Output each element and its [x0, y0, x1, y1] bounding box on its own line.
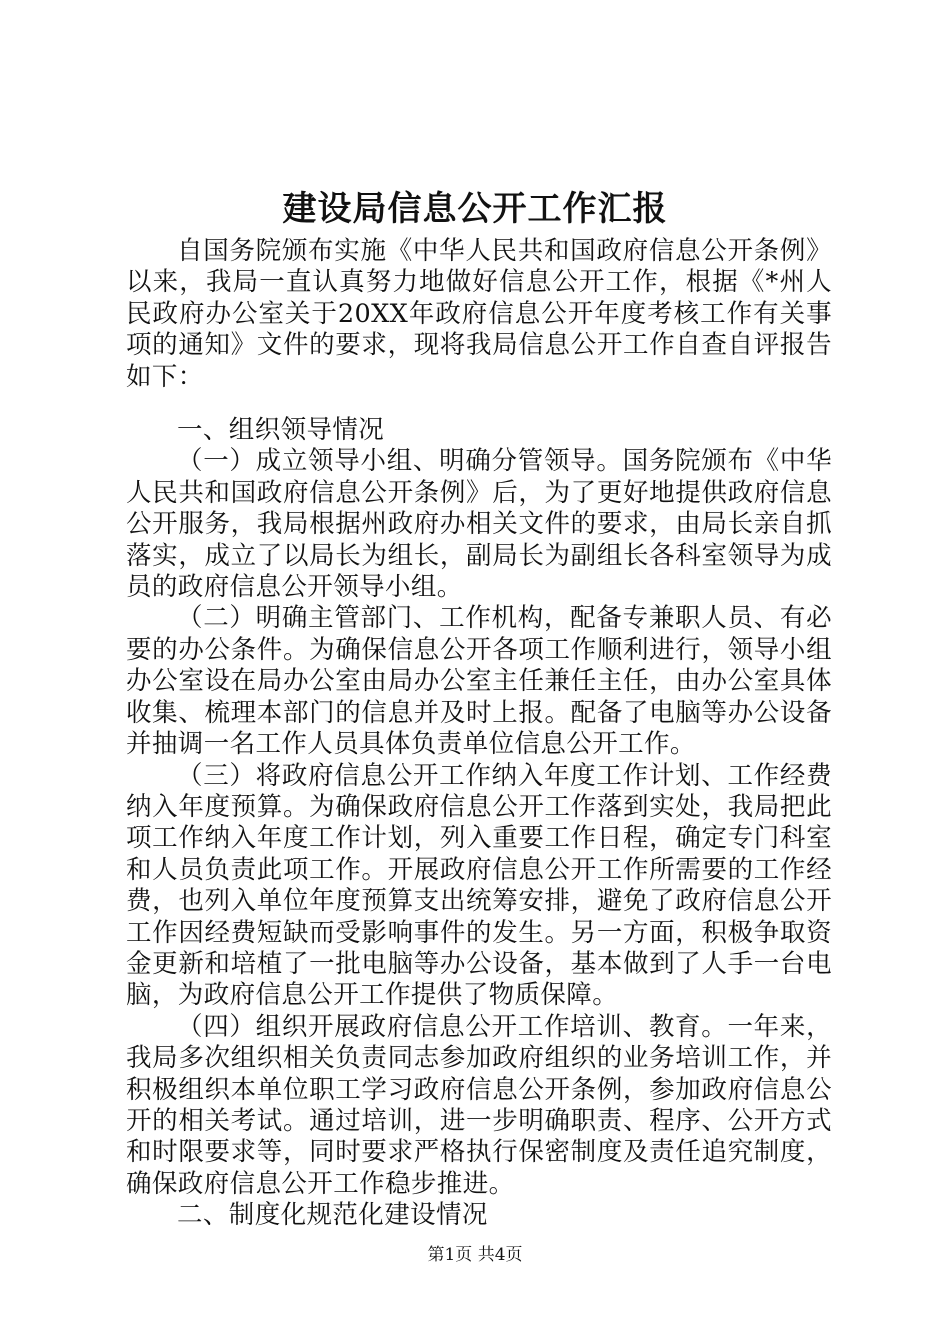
paragraph-department-staffing: （二）明确主管部门、工作机构，配备专兼职人员、有必要的办公条件。为确保信息公开各项工作顺利进行，领导小组办公室设在局办公室由局办公室主任兼任主任，由办公室具体收集、梳理本部门的信息并及时上报。配备了电脑等办公设备并抽调一名工作人员具体负责单位信息公开工作。: [126, 603, 832, 760]
section-heading-institutionalization: 二、制度化规范化建设情况: [177, 1200, 488, 1231]
page-total: 共4页: [477, 1245, 523, 1265]
paragraph-plan-budget: （三）将政府信息公开工作纳入年度工作计划、工作经费纳入年度预算。为确保政府信息公开工作落到实处，我局把此项工作纳入年度工作计划，列入重要工作日程，确定专门科室和人员负责此项工作。开展政府信息公开工作所需要的工作经费，也列入单位年度预算支出统筹安排，避免了政府信息公开工作因经费短缺而受影响事件的发生。另一方面，积极争取资金更新和培植了一批电脑等办公设备，基本做到了人手一台电脑，为政府信息公开工作提供了物质保障。: [126, 760, 832, 1011]
page-footer: [0, 1243, 950, 1267]
section-heading-organization: 一、组织领导情况: [177, 415, 385, 446]
intro-paragraph: 自国务院颁布实施《中华人民共和国政府信息公开条例》以来，我局一直认真努力地做好信息公开工作，根据《*州人民政府办公室关于20XX年政府信息公开年度考核工作有关事项的通知》文件的要求，现将我局信息公开工作自查自评报告如下：: [126, 236, 832, 392]
page-number: 第1页: [427, 1245, 473, 1265]
document-body: [126, 236, 832, 1232]
document-title: 建设局信息公开工作汇报: [282, 189, 668, 229]
paragraph-training: （四）组织开展政府信息公开工作培训、教育。一年来，我局多次组织相关负责同志参加政府组织的业务培训工作，并积极组织本单位职工学习政府信息公开条例，参加政府信息公开的相关考试。通过培训，进一步明确职责、程序、公开方式和时限要求等，同时要求严格执行保密制度及责任追究制度，确保政府信息公开工作稳步推进。: [126, 1011, 832, 1199]
paragraph-leading-group: （一）成立领导小组、明确分管领导。国务院颁布《中华人民共和国政府信息公开条例》后，为了更好地提供政府信息公开服务，我局根据州政府办相关文件的要求，由局长亲自抓落实，成立了以局长为组长，副局长为副组长各科室领导为成员的政府信息公开领导小组。: [126, 446, 832, 603]
